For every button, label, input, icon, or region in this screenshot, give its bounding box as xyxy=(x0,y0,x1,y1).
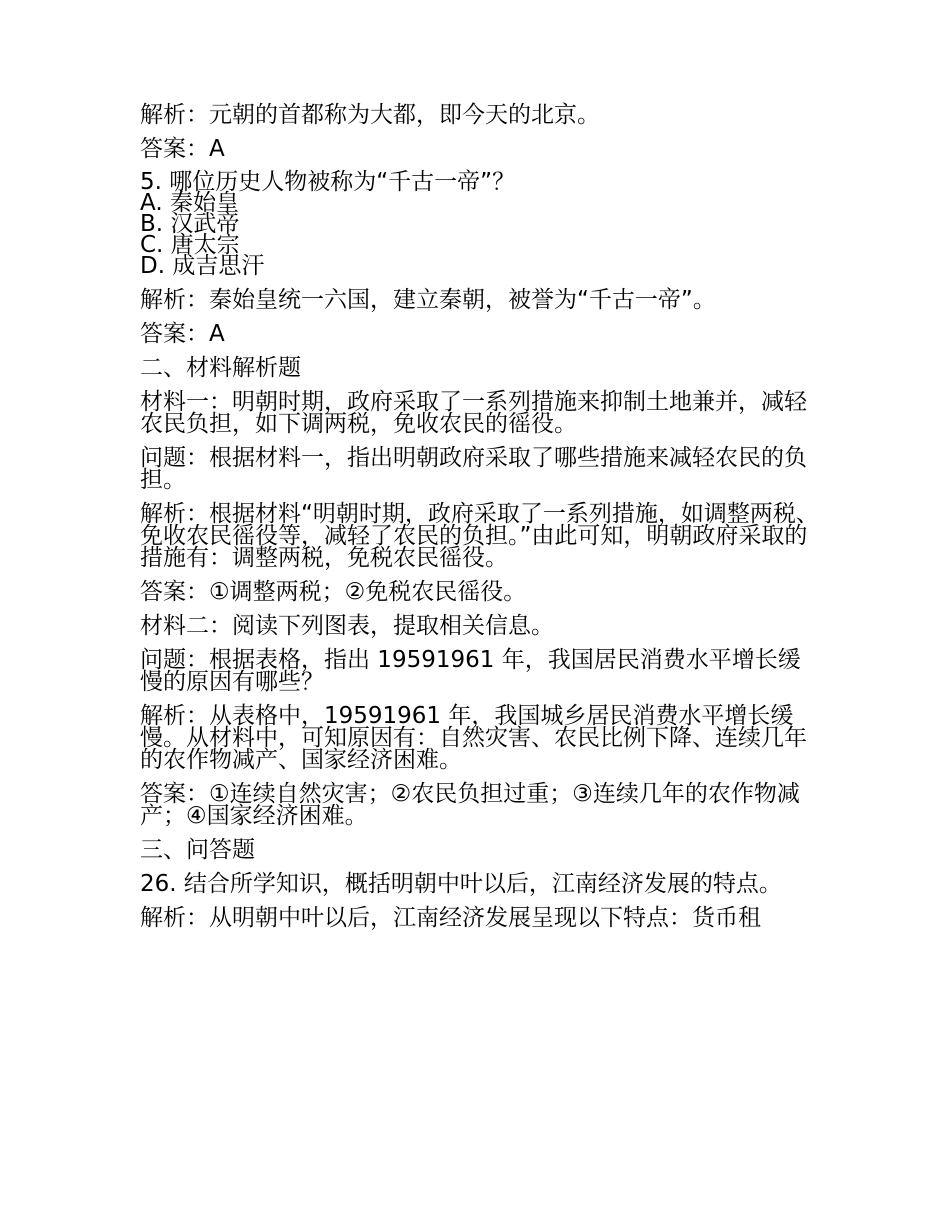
answer-text: 答案：A xyxy=(140,136,225,162)
question-text: 问题：根据表格，指出 19591961 年，我国居民消费水平增长缓慢的原因有哪些？ xyxy=(140,647,801,695)
option-c: C. 唐太宗 xyxy=(140,232,240,258)
option-a: A. 秦始皇 xyxy=(140,190,239,216)
section-heading: 三、问答题 xyxy=(140,837,255,863)
analysis-text: 解析：从明朝中叶以后，江南经济发展呈现以下特点：货币租 xyxy=(140,905,761,931)
answer-text: 答案：①调整两税；②免税农民徭役。 xyxy=(140,579,527,605)
analysis-text: 解析：根据材料“明朝时期，政府采取了一系列措施，如调整两税、免收农民徭役等，减轻了农民的负担。”由此可知，明朝政府采取的措施有：调整两税，免税农民徭役。 xyxy=(140,501,819,571)
answer-text: 答案：①连续自然灾害；②农民负担过重；③连续几年的农作物减产；④国家经济困难。 xyxy=(140,781,800,829)
question-text: 26. 结合所学知识，概括明朝中叶以后，江南经济发展的特点。 xyxy=(140,871,782,897)
document-page xyxy=(140,104,820,929)
option-d: D. 成吉思汗 xyxy=(140,253,265,279)
option-b: B. 汉武帝 xyxy=(140,211,240,237)
analysis-text: 解析：从表格中，19591961 年，我国城乡居民消费水平增长缓慢。从材料中，可知原因有：自然灾害、农民比例下降、连续几年的农作物减产、国家经济困难。 xyxy=(140,703,807,773)
answer-text: 答案：A xyxy=(140,321,225,347)
analysis-text: 解析：元朝的首都称为大都，即今天的北京。 xyxy=(140,102,600,128)
analysis-text: 解析：秦始皇统一六国，建立秦朝，被誉为“千古一帝”。 xyxy=(140,287,716,313)
material-text: 材料二：阅读下列图表，提取相关信息。 xyxy=(140,613,554,639)
question-text: 5. 哪位历史人物被称为“千古一帝”？ xyxy=(140,169,516,195)
material-text: 材料一：明朝时期，政府采取了一系列措施来抑制土地兼并，减轻农民负担，如下调两税，免收农民的徭役。 xyxy=(140,389,807,437)
section-heading: 二、材料解析题 xyxy=(140,355,301,381)
question-text: 问题：根据材料一，指出明朝政府采取了哪些措施来减轻农民的负担。 xyxy=(140,445,807,493)
question-block xyxy=(140,169,820,279)
